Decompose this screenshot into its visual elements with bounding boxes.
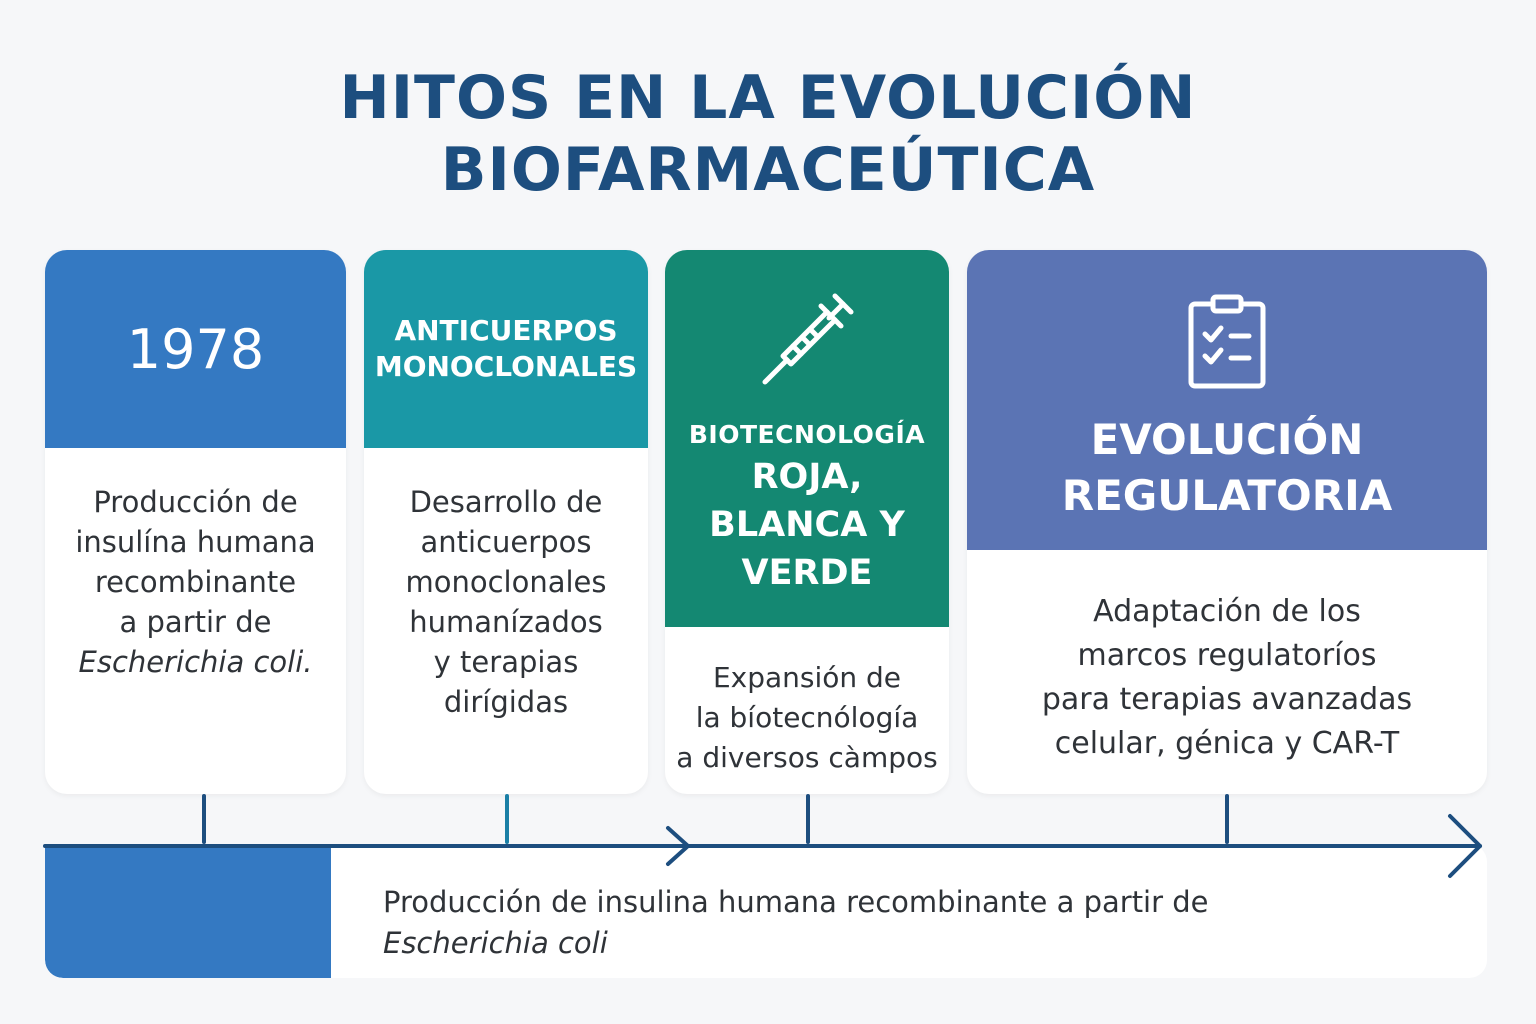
description-line: humanízados <box>409 605 603 639</box>
card-year: 1978 <box>126 317 265 381</box>
card-heading-line: EVOLUCIÓN <box>1090 415 1364 464</box>
card-header <box>665 250 949 627</box>
card-description <box>45 482 346 682</box>
milestone-card-regulatory <box>967 250 1487 794</box>
page-title <box>0 62 1536 206</box>
card-description <box>665 658 949 778</box>
card-heading-line: VERDE <box>741 553 873 593</box>
card-heading-line: ANTICUERPOS <box>394 314 618 347</box>
species-name: Escherichia coli <box>383 926 608 960</box>
milestone-card-biotech <box>665 250 949 794</box>
card-heading-line: REGULATORIA <box>1061 471 1393 520</box>
clipboard-checklist-icon <box>1187 294 1267 390</box>
card-heading-line: ROJA, <box>751 457 863 497</box>
description-line: insulína humana <box>75 525 316 559</box>
description-line: recombinante <box>94 565 297 599</box>
card-subheading: BIOTECNOLOGÍA <box>688 420 926 449</box>
card-description <box>364 482 648 722</box>
title-line-1: HITOS EN LA EVOLUCIÓN <box>339 63 1197 133</box>
footer-text-line <box>383 923 1209 964</box>
description-line: y terapias <box>433 645 579 679</box>
description-line: anticuerpos <box>420 525 592 559</box>
milestone-card-antibodies <box>364 250 648 794</box>
description-line: monoclonales <box>405 565 607 599</box>
description-line <box>45 642 346 682</box>
footer-text-line: Producción de insulina humana recombinante a partir de <box>383 885 1209 919</box>
description-line: Adaptación de los <box>1093 594 1361 629</box>
card-heading-line: BLANCA Y <box>709 505 905 545</box>
footer-text <box>383 882 1209 964</box>
card-header <box>967 250 1487 550</box>
milestone-card-1978 <box>45 250 346 794</box>
description-line: marcos regulatoríos <box>1077 638 1377 673</box>
description-line: a partir de <box>119 605 272 639</box>
description-line: Desarrollo de <box>409 485 603 519</box>
description-line: celular, génica y CAR-T <box>1054 726 1400 761</box>
card-heading <box>1062 412 1392 524</box>
description-line: dirígidas <box>443 685 569 719</box>
description-line: a diversos càmpos <box>676 741 938 774</box>
title-line-2: BIOFARMACEÚTICA <box>440 135 1096 205</box>
description-line: Expansión de <box>712 661 902 694</box>
syringe-icon <box>757 290 857 390</box>
description-line: la bíotecnólogía <box>695 701 919 734</box>
timeline <box>0 780 1536 890</box>
card-heading-line: MONOCLONALES <box>374 350 638 383</box>
description-line: Producción de <box>93 485 298 519</box>
description-line: para terapias avanzadas <box>1041 682 1413 717</box>
card-header <box>45 250 346 448</box>
card-description <box>967 590 1487 766</box>
card-heading <box>709 453 905 597</box>
card-header <box>364 250 648 448</box>
species-name: Escherichia coli. <box>78 645 313 679</box>
